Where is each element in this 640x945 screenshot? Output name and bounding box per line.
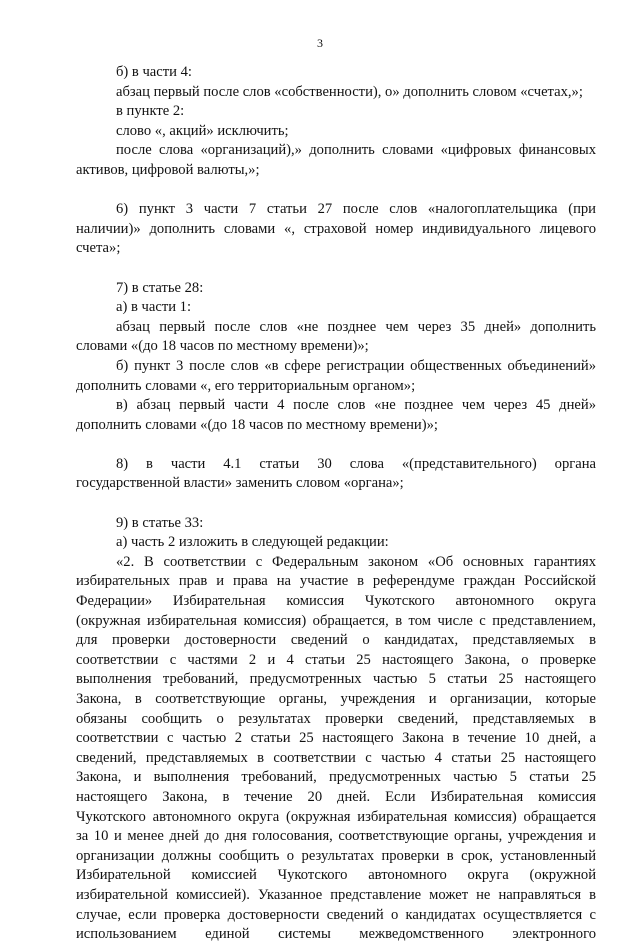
text-line: «2. В соответствии с Федеральным законом «Об основных гарантиях (116, 553, 596, 570)
paragraph-gap (76, 494, 596, 514)
text-line: дополнить словами «, его территориальным органом»; (76, 377, 416, 394)
text-line: а) часть 2 изложить в следующей редакции: (116, 534, 389, 551)
text-line: для проверки достоверности сведений о кандидатах, представляемых в (76, 632, 596, 649)
text-block (76, 200, 596, 259)
text-block (76, 455, 596, 494)
text-line: Закона, и выполнения требований, предусмотренных частью 5 статьи 25 (76, 769, 596, 786)
text-line: избирательных прав и права на участие в референдуме граждан Российской (76, 573, 596, 590)
text-line: б) пункт 3 после слов «в сфере регистрации общественных объединений» (116, 357, 596, 374)
text-line: Чукотского автономного округа (окружная избирательная комиссия) обращается (76, 808, 596, 825)
text-line: слово «, акций» исключить; (116, 122, 289, 139)
text-line: дополнить словами «(до 18 часов по местному времени)»; (76, 416, 438, 433)
document-body (76, 63, 596, 945)
text-line: б) в части 4: (116, 64, 192, 80)
text-block (76, 514, 596, 945)
paragraph-gap (76, 259, 596, 279)
text-block (76, 63, 596, 181)
text-line: избирательной комиссией). Указанное представление может не направляться в (76, 886, 596, 903)
text-line: организации должны сообщить о результатах проверки в срок, установленный (76, 847, 596, 864)
text-line: использованием единой системы межведомственного электронного (76, 926, 596, 943)
text-line: а) в части 1: (116, 299, 192, 316)
text-block (76, 279, 596, 436)
text-line: 8) в части 4.1 статьи 30 слова «(представительного) органа (116, 455, 596, 472)
text-line: (окружная избирательная комиссия) обращается, в том числе с представлением, (76, 612, 596, 629)
text-line: 6) пункт 3 части 7 статьи 27 после слов «налогоплательщика (при (116, 201, 596, 218)
text-line: за 10 и менее дней до дня голосования, соответствующие органы, учреждения и (76, 828, 596, 845)
text-line: активов, цифровой валюты,»; (76, 161, 260, 178)
text-line: соответствии с частью 2 статьи 25 настоящего Закона в течение 10 дней, а (76, 730, 596, 747)
text-line: соответствии с частями 2 и 4 статьи 25 настоящего Закона, о проверке (76, 651, 596, 668)
text-line: Закона, в соответствующие органы, учреждения и организации, которые (76, 691, 596, 707)
text-line: абзац первый после слов «собственности), о» дополнить словом «счетах,»; (116, 83, 583, 100)
paragraph-gap (76, 181, 596, 201)
text-line: обязаны сообщить о результатах проверки сведений, представляемых в (76, 710, 596, 727)
text-line: государственной власти» заменить словом «органа»; (76, 475, 404, 492)
text-line: словами «(до 18 часов по местному времени)»; (76, 338, 369, 355)
text-line: настоящего Закона, в течение 20 дней. Если Избирательная комиссия (76, 788, 596, 805)
text-line: 7) в статье 28: (116, 279, 204, 296)
text-line: Федерации» Избирательная комиссия Чукотского автономного округа (76, 593, 596, 610)
text-line: в пункте 2: (116, 103, 185, 120)
text-line: в) абзац первый части 4 после слов «не позднее чем через 45 дней» (116, 397, 596, 414)
text-line: случае, если проверка достоверности сведений о кандидатах осуществляется с (76, 906, 596, 923)
page-number: 3 (317, 36, 323, 50)
text-line: наличии)» дополнить словами «, страховой номер индивидуального лицевого (76, 220, 596, 237)
paragraph-gap (76, 435, 596, 455)
text-line: после слова «организаций),» дополнить словами «цифровых финансовых (116, 142, 596, 159)
text-line: сведений, представляемых в соответствии с частью 4 статьи 25 настоящего (76, 749, 596, 766)
text-line: выполнения требований, предусмотренных частью 5 статьи 25 настоящего (76, 671, 596, 688)
text-line: Избирательной комиссией Чукотского автономного округа (окружной (76, 867, 596, 884)
text-line: 9) в статье 33: (116, 514, 204, 531)
text-line: счета»; (76, 240, 121, 257)
text-line: абзац первый после слов «не позднее чем через 35 дней» дополнить (116, 318, 596, 335)
